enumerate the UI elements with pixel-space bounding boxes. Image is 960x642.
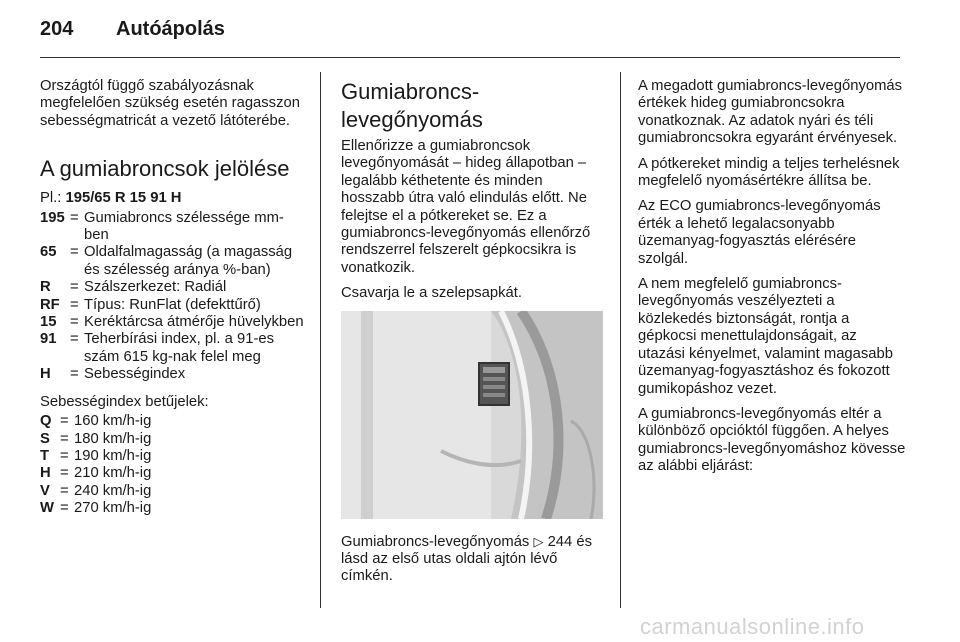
code-description: Sebességindex: [84, 366, 186, 383]
pressure-heading-line1: Gumiabroncs-: [341, 79, 480, 104]
code-description: Keréktárcsa átmérője hüvelykben: [84, 314, 304, 331]
tire-marking-heading: A gumiabroncsok jelölése: [40, 156, 290, 182]
page-number: 204: [40, 18, 74, 40]
definition-row: [40, 297, 308, 314]
definition-row: [40, 279, 308, 296]
definition-row: [40, 331, 308, 366]
equals-sign: =: [70, 331, 79, 348]
code-description: 240 km/h-ig: [74, 482, 152, 499]
code-key: 65: [40, 244, 57, 261]
tire-label-photo: [341, 311, 603, 519]
speed-row: [40, 483, 151, 500]
definition-row: [40, 210, 308, 245]
photo-caption: [341, 533, 609, 586]
example-line: [40, 190, 308, 207]
equals-sign: =: [70, 314, 79, 331]
code-description: 190 km/h-ig: [74, 447, 152, 464]
code-description: 160 km/h-ig: [74, 413, 152, 430]
code-description: Szálszerkezet: Radiál: [84, 279, 227, 296]
caption-text: Gumiabroncs-levegőnyomás: [341, 533, 534, 550]
code-key: 91: [40, 331, 57, 348]
pressure-heading: [341, 78, 609, 134]
header-divider: [40, 57, 900, 58]
column-2: [341, 78, 609, 594]
equals-sign: =: [70, 279, 79, 296]
speed-row: [40, 431, 151, 448]
valve-cap-instruction: Csavarja le a szelepsapkát.: [341, 285, 522, 302]
equals-sign: =: [60, 430, 69, 447]
equals-sign: =: [60, 447, 69, 464]
code-key: H: [40, 366, 51, 383]
code-description: Oldalfalmagasság (a magasság és szélesség aránya %-ban): [84, 244, 293, 278]
code-key: T: [40, 447, 50, 464]
equals-sign: =: [70, 209, 79, 226]
code-description: 210 km/h-ig: [74, 465, 152, 482]
code-key: 195: [40, 209, 65, 226]
code-description: Gumiabroncs szélessége mm-ben: [84, 209, 284, 244]
code-description: 270 km/h-ig: [74, 500, 152, 517]
door-pillar-image: [341, 311, 603, 519]
arrow-right-triangle-icon: ▷: [533, 533, 544, 549]
definition-row: [40, 314, 308, 331]
code-key: W: [40, 500, 54, 517]
code-key: H: [40, 465, 51, 482]
paragraph: A pótkereket mindig a teljes terhelésnek megfelelő nyomásértékre állítsa be.: [638, 155, 900, 190]
speed-row: [40, 413, 151, 430]
equals-sign: =: [70, 296, 79, 313]
caption-rest: és lásd az első utas oldali ajtón lévő címkén.: [341, 533, 593, 585]
speed-index-table: [40, 413, 151, 517]
code-key: S: [40, 430, 50, 447]
watermark: carmanualsonline.info: [640, 614, 865, 639]
section-title: Autóápolás: [116, 18, 225, 40]
pressure-heading-line2: levegőnyomás: [341, 107, 483, 132]
equals-sign: =: [60, 413, 69, 430]
code-description: Típus: RunFlat (defekttűrő): [84, 296, 261, 313]
caption-page-ref[interactable]: 244: [547, 533, 573, 550]
definition-row: [40, 244, 308, 279]
column-1: [40, 78, 308, 528]
tire-code-definitions: [40, 210, 308, 384]
code-key: V: [40, 482, 50, 499]
equals-sign: =: [60, 500, 69, 517]
column-divider-1: [320, 72, 321, 608]
column-divider-2: [620, 72, 621, 608]
equals-sign: =: [70, 366, 79, 383]
speed-index-heading: Sebességindex betűjelek:: [40, 393, 209, 410]
paragraph: Az ECO gumiabroncs-levegőnyomás érték a lehető legalacsonyabb üzemanyag-fogyasztás elérésére szolgál.: [638, 198, 881, 267]
intro-paragraph: Országtól függő szabályozásnak megfelelően szükség esetén ragasszon sebességmatricát a vezető látóterébe.: [40, 78, 300, 129]
definition-row: [40, 366, 308, 383]
example-value: 195/65 R 15 91 H: [65, 190, 182, 207]
code-description: 180 km/h-ig: [74, 430, 152, 447]
speed-row: [40, 448, 151, 465]
code-key: 15: [40, 314, 57, 331]
speed-row: [40, 465, 151, 482]
pressure-paragraph: Ellenőrizze a gumiabroncsok levegőnyomását – hideg állapotban – legalább kéthetente és minden hosszabb útra való elindulás előtt. Ne felejtse el a pótkereket se. Ez a gumiabroncs-levegőnyomás ellenőrző rendszerrel felszerelt gépkocsikra is vonatkozik.: [341, 138, 591, 276]
paragraph: A megadott gumiabroncs-levegőnyomás értékek hideg gumiabroncsokra vonatkoznak. Az adatok nyári és téli gumiabroncsokra egyaránt érvényesek.: [638, 78, 903, 147]
code-key: R: [40, 279, 51, 296]
paragraph: A gumiabroncs-levegőnyomás eltér a különböző opcióktól függően. A helyes gumiabroncs-levegőnyomáshoz kövesse az alábbi eljárást:: [638, 405, 906, 475]
column-3: [638, 78, 906, 484]
paragraph: A nem megfelelő gumiabroncs-levegőnyomás veszélyezteti a közlekedés biztonságát, rontja a gépkocsi menettulajdonságait, az utazási kényelmet, valamint magasabb üzemanyag-fogyasztáshoz és fokozott gumikopáshoz vezet.: [638, 276, 893, 397]
equals-sign: =: [70, 244, 79, 261]
equals-sign: =: [60, 482, 69, 499]
code-key: Q: [40, 413, 52, 430]
equals-sign: =: [60, 465, 69, 482]
example-prefix: Pl.:: [40, 190, 66, 207]
code-description: Teherbírási index, pl. a 91-es szám 615 kg-nak felel meg: [84, 331, 274, 365]
speed-row: [40, 500, 151, 517]
code-key: RF: [40, 296, 60, 313]
